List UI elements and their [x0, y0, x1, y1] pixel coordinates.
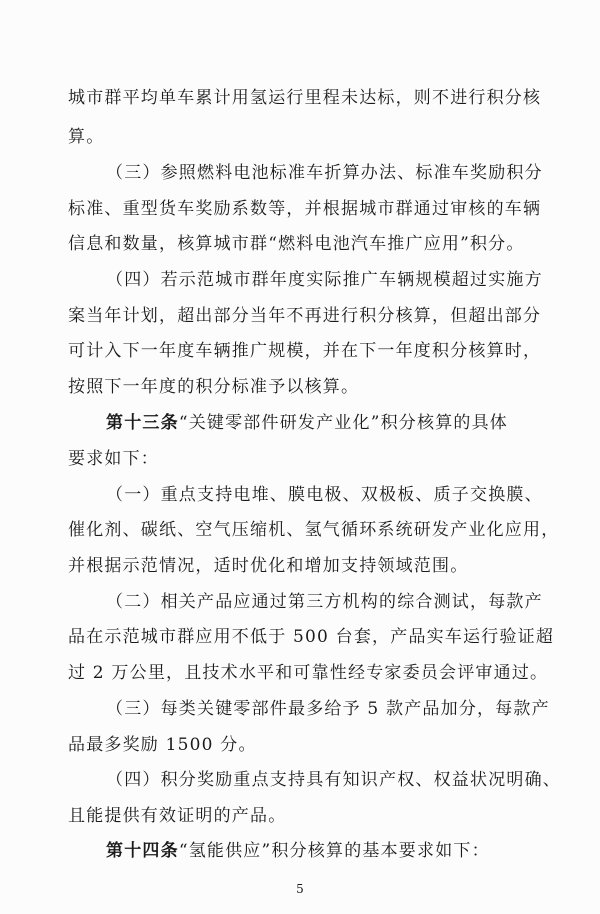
- article-label: 第十三条: [106, 413, 179, 433]
- paragraph-line: 并根据示范情况，适时优化和增加支持领域范围。: [68, 556, 469, 576]
- article-text: “氢能供应”积分核算的基本要求如下：: [178, 841, 490, 861]
- paragraph-line: 可计入下一年度车辆推广规模，并在下一年度积分核算时，: [68, 341, 542, 361]
- article-heading-line: [106, 413, 508, 433]
- paragraph-line: 催化剂、碳纸、空气压缩机、氢气循环系统研发产业化应用，: [68, 520, 560, 540]
- article-heading-line: [106, 841, 490, 861]
- paragraph-line: 信息和数量，核算城市群“燃料电池汽车推广应用”积分。: [68, 234, 525, 254]
- paragraph-line: 过 2 万公里，且技术水平和可靠性经专家委员会评审通过。: [68, 663, 549, 683]
- paragraph-line: 按照下一年度的积分标准予以核算。: [68, 377, 360, 397]
- article-label: 第十四条: [106, 841, 179, 861]
- paragraph-line: （四）积分奖励重点支持具有知识产权、权益状况明确、: [106, 770, 561, 790]
- paragraph-line: （一）重点支持电堆、膜电极、双极板、质子交换膜、: [106, 485, 543, 505]
- page-number: 5: [296, 882, 304, 896]
- article-text: “关键零部件研发产业化”积分核算的具体: [178, 413, 508, 433]
- paragraph-line: 算。: [68, 127, 105, 147]
- paragraph-line: 且能提供有效证明的产品。: [68, 806, 287, 826]
- paragraph-line: （四）若示范城市群年度实际推广车辆规模超过实施方: [106, 270, 543, 290]
- paragraph-line: （二）相关产品应通过第三方机构的综合测试，每款产: [106, 592, 543, 612]
- paragraph-line: 城市群平均单车累计用氢运行里程未达标，则不进行积分核: [68, 88, 542, 108]
- paragraph-line: （三）每类关键零部件最多给予 5 款产品加分，每款产: [106, 699, 550, 719]
- paragraph-line: 标准、重型货车奖励系数等，并根据城市群通过审核的车辆: [68, 199, 542, 219]
- paragraph-line: （三）参照燃料电池标准车折算办法、标准车奖励积分: [106, 163, 543, 183]
- paragraph-line: 品在示范城市群应用不低于 500 台套，产品实车运行验证超: [68, 627, 555, 647]
- paragraph-line: 品最多奖励 1500 分。: [68, 735, 257, 755]
- paragraph-line: 要求如下：: [68, 449, 159, 469]
- paragraph-line: 案当年计划，超出部分当年不再进行积分核算，但超出部分: [68, 306, 542, 326]
